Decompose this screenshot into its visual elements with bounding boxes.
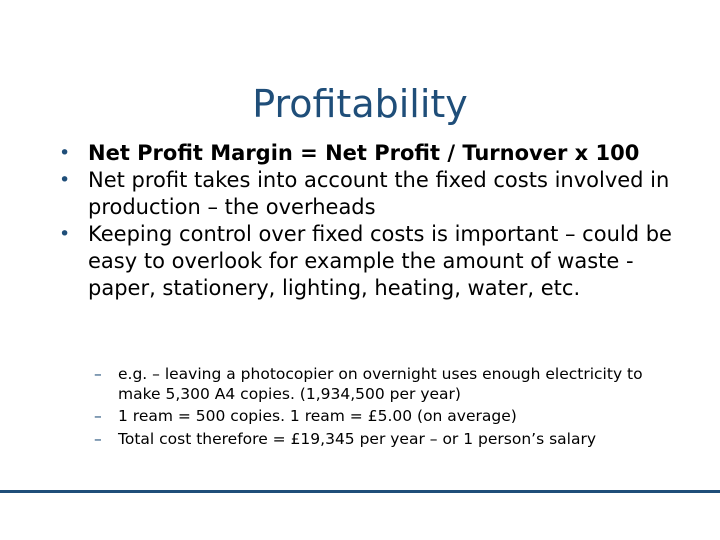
slide-title: Profitability [252, 82, 468, 126]
sub-bullet-item [94, 365, 654, 404]
bullet-marker: • [59, 223, 71, 245]
sub-bullet-text: Total cost therefore = £19,345 per year – or 1 person’s salary [118, 429, 597, 448]
sub-bullet-marker: – [94, 429, 102, 448]
bullet-text: Keeping control over fixed costs is important – could be easy to overlook for example the amount of waste - paper, stationery, lighting, heating, water, etc. [88, 222, 672, 300]
sub-bullet-text: 1 ream = 500 copies. 1 ream = £5.00 (on average) [118, 407, 517, 425]
bullet-marker: • [59, 169, 71, 191]
bullet-list [57, 140, 677, 302]
bullet-item [57, 167, 677, 221]
sub-bullet-list [94, 365, 654, 452]
sub-bullet-marker: – [94, 407, 102, 425]
sub-bullet-marker: – [94, 365, 102, 383]
bullet-marker: • [59, 142, 71, 164]
sub-bullet-item [94, 430, 654, 450]
bottom-divider [0, 490, 720, 493]
sub-bullet-text: e.g. – leaving a photocopier on overnight uses enough electricity to make 5,300 A4 copies. (1,934,500 per year) [118, 365, 643, 403]
bullet-item [57, 221, 677, 302]
bullet-text: Net profit takes into account the fixed costs involved in production – the overheads [88, 168, 670, 219]
bullet-item [57, 140, 677, 167]
bullet-text: Net Profit Margin = Net Profit / Turnover x 100 [88, 141, 640, 165]
sub-bullet-item [94, 407, 654, 427]
